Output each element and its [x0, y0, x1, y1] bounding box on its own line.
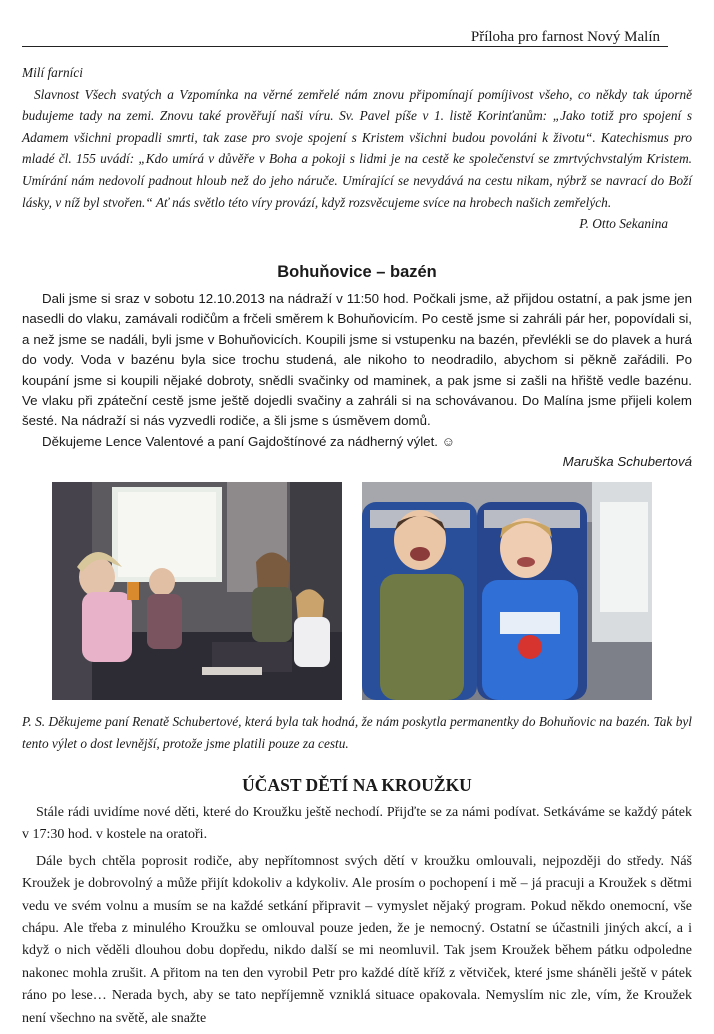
- club-paragraph-invite: Stále rádi uvidíme nové děti, které do Kroužku ještě nechodí. Přijďte se za námi podívat. Setkáváme se každý pátek v 17:30 hod. v kostele na oratoři.: [22, 805, 692, 843]
- club-article: [22, 802, 692, 1034]
- postscript-text: P. S. Děkujeme paní Renatě Schubertové, která byla tak hodná, že nám poskytla permanentky do Bohuňovic na bazén. Tak byl tento výlet o dost levnější, protože jsme platili pouze za cestu.: [22, 714, 692, 751]
- trip-author: Maruška Schubertová: [562, 454, 692, 470]
- postscript: [22, 711, 692, 754]
- photo-girls-on-train: [52, 482, 342, 700]
- trip-article-title: Bohuňovice – bazén: [277, 263, 437, 281]
- letter-greeting: Milí farníci: [22, 65, 83, 80]
- photo-boys-on-train: [362, 482, 652, 700]
- pastor-letter: [22, 62, 692, 235]
- club-paragraph-attendance: Dále bych chtěla poprosit rodiče, aby nepřítomnost svých dětí v kroužku omlouvali, nejpozději do středy. Náš Kroužek je dobrovolný a může přijít kdokoliv a kdykoliv. Ale prosím o pochopení i mě – já pracuji a Kroužek s dětmi vedu ve svém volnu a musím se na každé setkání připravit – vymyslet nějaký program. Pokud někdo onemocní, vše chápu. Ale třeba z minulého Kroužku se omlouval pouze jeden, že je nemocný. Ostatní se účastnili jiných akcí, a i když o nich věděli dlouhou dobu dopředu, nikdo další se mi neomluvil. Tak jsem Kroužek během pátku odpoledne nakonec mohla zrušit. A přitom na ten den vyrobil Petr pro každé dítě kříž z větviček, které jsme sháněli ještě v pátek ráno po lese… Nerada bych, aby se tato nepříjemně vzniklá situace opakovala. Nemyslím nic zle, vím, že Kroužek není všechno na světě, ale snažte: [22, 853, 692, 1026]
- letter-body: Slavnost Všech svatých a Vzpomínka na věrné zemřelé nám znovu připomínají pomíjivost všeho, co někdy tak úporně budujeme tady na zemi. Znovu také prověřují naši víru. Sv. Pavel píše v 1. listě Korinťanům: „Jako totiž pro spojení s Adamem všichni propadli smrti, tak zase pro svoje spojení s Kristem všichni budou povoláni k životu“. Katechismus pro mladé čl. 155 uvádí: „Kdo umírá v důvěře v Boha a pokoji s lidmi je na cestě ke společenství se zmrtvýchvstalým Kristem. Umírání nám nedovolí padnout hloub než do jeho náruče. Umírající se nevydává na cestu nikam, nýbrž se navrací do Boží lásky, v níž byl stvořen.“ Ať nás světlo této víry provází, když rozsvěcujeme svíce na hrobech našich zemřelých.: [22, 86, 692, 210]
- trip-thanks: Děkujeme Lence Valentové a paní Gajdoštínové za nádherný výlet. ☺: [42, 433, 456, 449]
- header-divider: [22, 46, 668, 47]
- trip-paragraph: Dali jsme si sraz v sobotu 12.10.2013 na nádraží v 11:50 hod. Počkali jsme, až přijdou ostatní, a pak jsme jen nasedli do vlaku, zamávali rodičům a frčeli směrem k Bohuňovicím. Po cestě jsme si zahráli pár her, popovídali si, a než jsme se nadáli, byli jsme v Bohuňovicích. Koupili jsme si vstupenku na bazén, převlékli se do plavek a hurá do vody. Voda v bazénu byla sice trochu studená, ale nikoho to neodradilo, abychom si pěkně zařádili. Po koupání jsme si koupili nějaké dobroty, snědli svačinky od maminek, a pak jsme si zašli na hřiště vedle bazénu. Ve vlaku při zpáteční cestě jsme ještě dojedli svačiny a zahráli si na schovávanou. Do Malína jsme přijeli kolem šesté. Na nádraží si nás vyzvedli rodiče, a šli jsme s úsměvem domů.: [22, 291, 692, 429]
- letter-signature: P. Otto Sekanina: [579, 216, 668, 232]
- page-header: Příloha pro farnost Nový Malín: [470, 29, 660, 45]
- trip-article: [22, 289, 692, 473]
- club-article-title: ÚČAST DĚTÍ NA KROUŽKU: [242, 775, 472, 795]
